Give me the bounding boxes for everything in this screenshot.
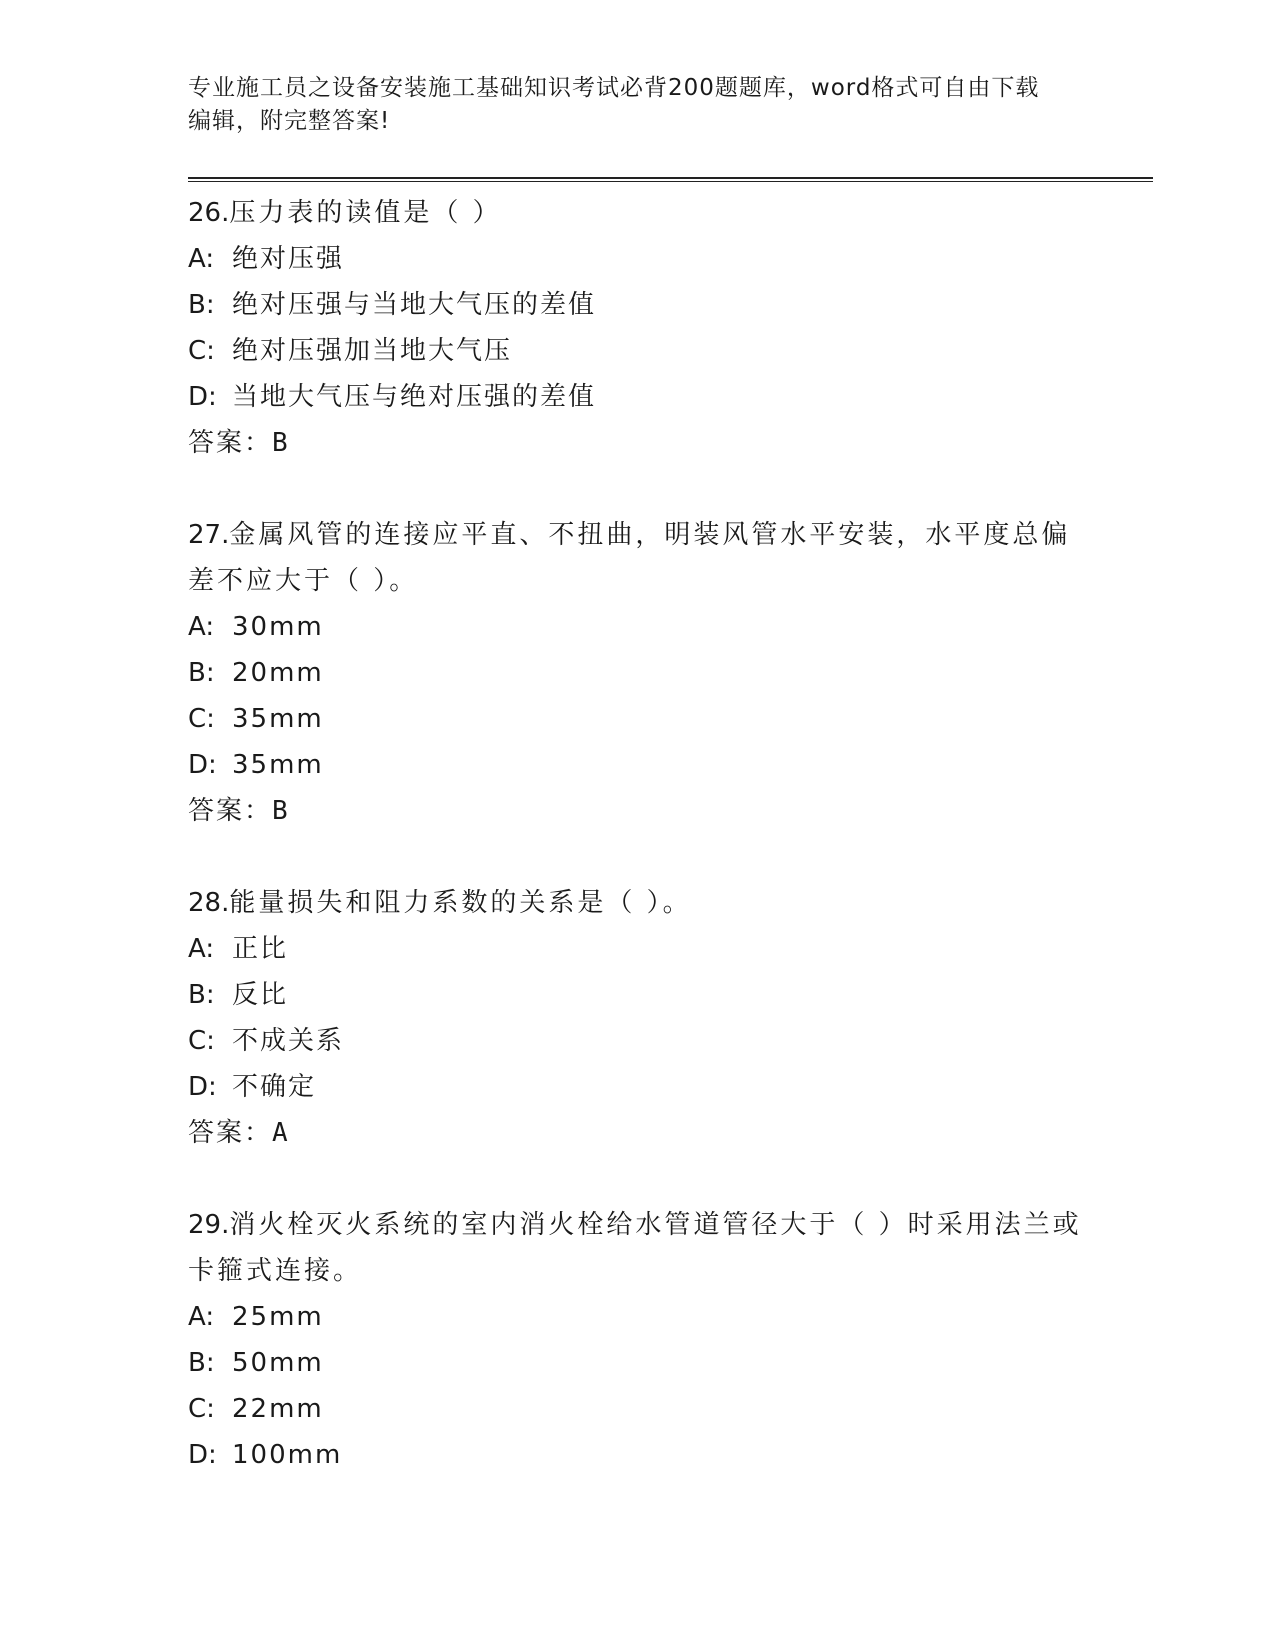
question-number: 27. <box>188 520 230 550</box>
option-text: 正比 <box>232 934 289 964</box>
option-c <box>188 328 1088 374</box>
option-text: 22mm <box>232 1394 324 1424</box>
answer-value: A <box>272 1118 290 1148</box>
answer-label: 答案： <box>188 796 273 826</box>
option-text: 当地大气压与绝对压强的差值 <box>232 382 597 412</box>
option-text: 25mm <box>232 1302 324 1332</box>
option-text: 绝对压强与当地大气压的差值 <box>232 290 597 320</box>
question-text: 能量损失和阻力系数的关系是（ ）。 <box>229 888 692 918</box>
option-letter: C: <box>188 1394 215 1424</box>
question-number: 26. <box>188 198 230 228</box>
option-letter: B: <box>188 980 215 1010</box>
option-letter: A: <box>188 612 215 642</box>
option-text: 30mm <box>232 612 324 642</box>
question-stem <box>188 512 1088 604</box>
question-text: 金属风管的连接应平直、不扭曲，明装风管水平安装，水平度总偏差不应大于（ ）。 <box>188 520 1071 596</box>
option-c <box>188 696 1088 742</box>
answer-line <box>188 788 1088 834</box>
option-a <box>188 604 1088 650</box>
header-title-line-1: 专业施工员之设备安装施工基础知识考试必背200题题库，word格式可自由下载 <box>188 75 1040 101</box>
option-text: 反比 <box>232 980 289 1010</box>
option-letter: D: <box>188 750 217 780</box>
option-a <box>188 926 1088 972</box>
option-a <box>188 1294 1088 1340</box>
option-d <box>188 1064 1088 1110</box>
option-letter: A: <box>188 244 215 274</box>
answer-label: 答案： <box>188 1118 273 1148</box>
question-stem <box>188 190 1088 236</box>
question-28 <box>188 880 1088 1156</box>
option-text: 不确定 <box>232 1072 317 1102</box>
option-text: 绝对压强加当地大气压 <box>232 336 513 366</box>
option-b <box>188 282 1088 328</box>
option-letter: C: <box>188 336 215 366</box>
header-title-line-2: 编辑，附完整答案! <box>188 108 391 134</box>
option-d <box>188 1432 1088 1478</box>
option-text: 35mm <box>232 750 324 780</box>
option-letter: A: <box>188 934 215 964</box>
question-number: 28. <box>188 888 230 918</box>
option-letter: B: <box>188 290 215 320</box>
option-text: 绝对压强 <box>232 244 345 274</box>
option-text: 35mm <box>232 704 324 734</box>
option-letter: D: <box>188 1440 217 1470</box>
option-a <box>188 236 1088 282</box>
question-29 <box>188 1202 1088 1478</box>
option-c <box>188 1386 1088 1432</box>
header-divider <box>188 177 1153 182</box>
option-text: 50mm <box>232 1348 324 1378</box>
question-26 <box>188 190 1088 466</box>
option-letter: D: <box>188 1072 217 1102</box>
answer-line <box>188 1110 1088 1156</box>
answer-value: B <box>272 428 290 458</box>
option-b <box>188 1340 1088 1386</box>
option-d <box>188 742 1088 788</box>
option-b <box>188 972 1088 1018</box>
answer-label: 答案： <box>188 428 273 458</box>
question-list <box>188 190 1088 1524</box>
option-letter: C: <box>188 704 215 734</box>
option-d <box>188 374 1088 420</box>
option-c <box>188 1018 1088 1064</box>
question-stem <box>188 1202 1088 1294</box>
question-text: 压力表的读值是（ ） <box>229 198 502 228</box>
option-letter: B: <box>188 658 215 688</box>
option-letter: D: <box>188 382 217 412</box>
question-number: 29. <box>188 1210 230 1240</box>
option-letter: C: <box>188 1026 215 1056</box>
question-stem <box>188 880 1088 926</box>
option-letter: B: <box>188 1348 215 1378</box>
question-text: 消火栓灭火系统的室内消火栓给水管道管径大于（ ）时采用法兰或卡箍式连接。 <box>188 1210 1082 1286</box>
question-27 <box>188 512 1088 834</box>
answer-line <box>188 420 1088 466</box>
option-text: 20mm <box>232 658 324 688</box>
document-header <box>188 72 1088 138</box>
option-b <box>188 650 1088 696</box>
option-text: 不成关系 <box>232 1026 345 1056</box>
option-text: 100mm <box>232 1440 343 1470</box>
option-letter: A: <box>188 1302 215 1332</box>
answer-value: B <box>272 796 290 826</box>
